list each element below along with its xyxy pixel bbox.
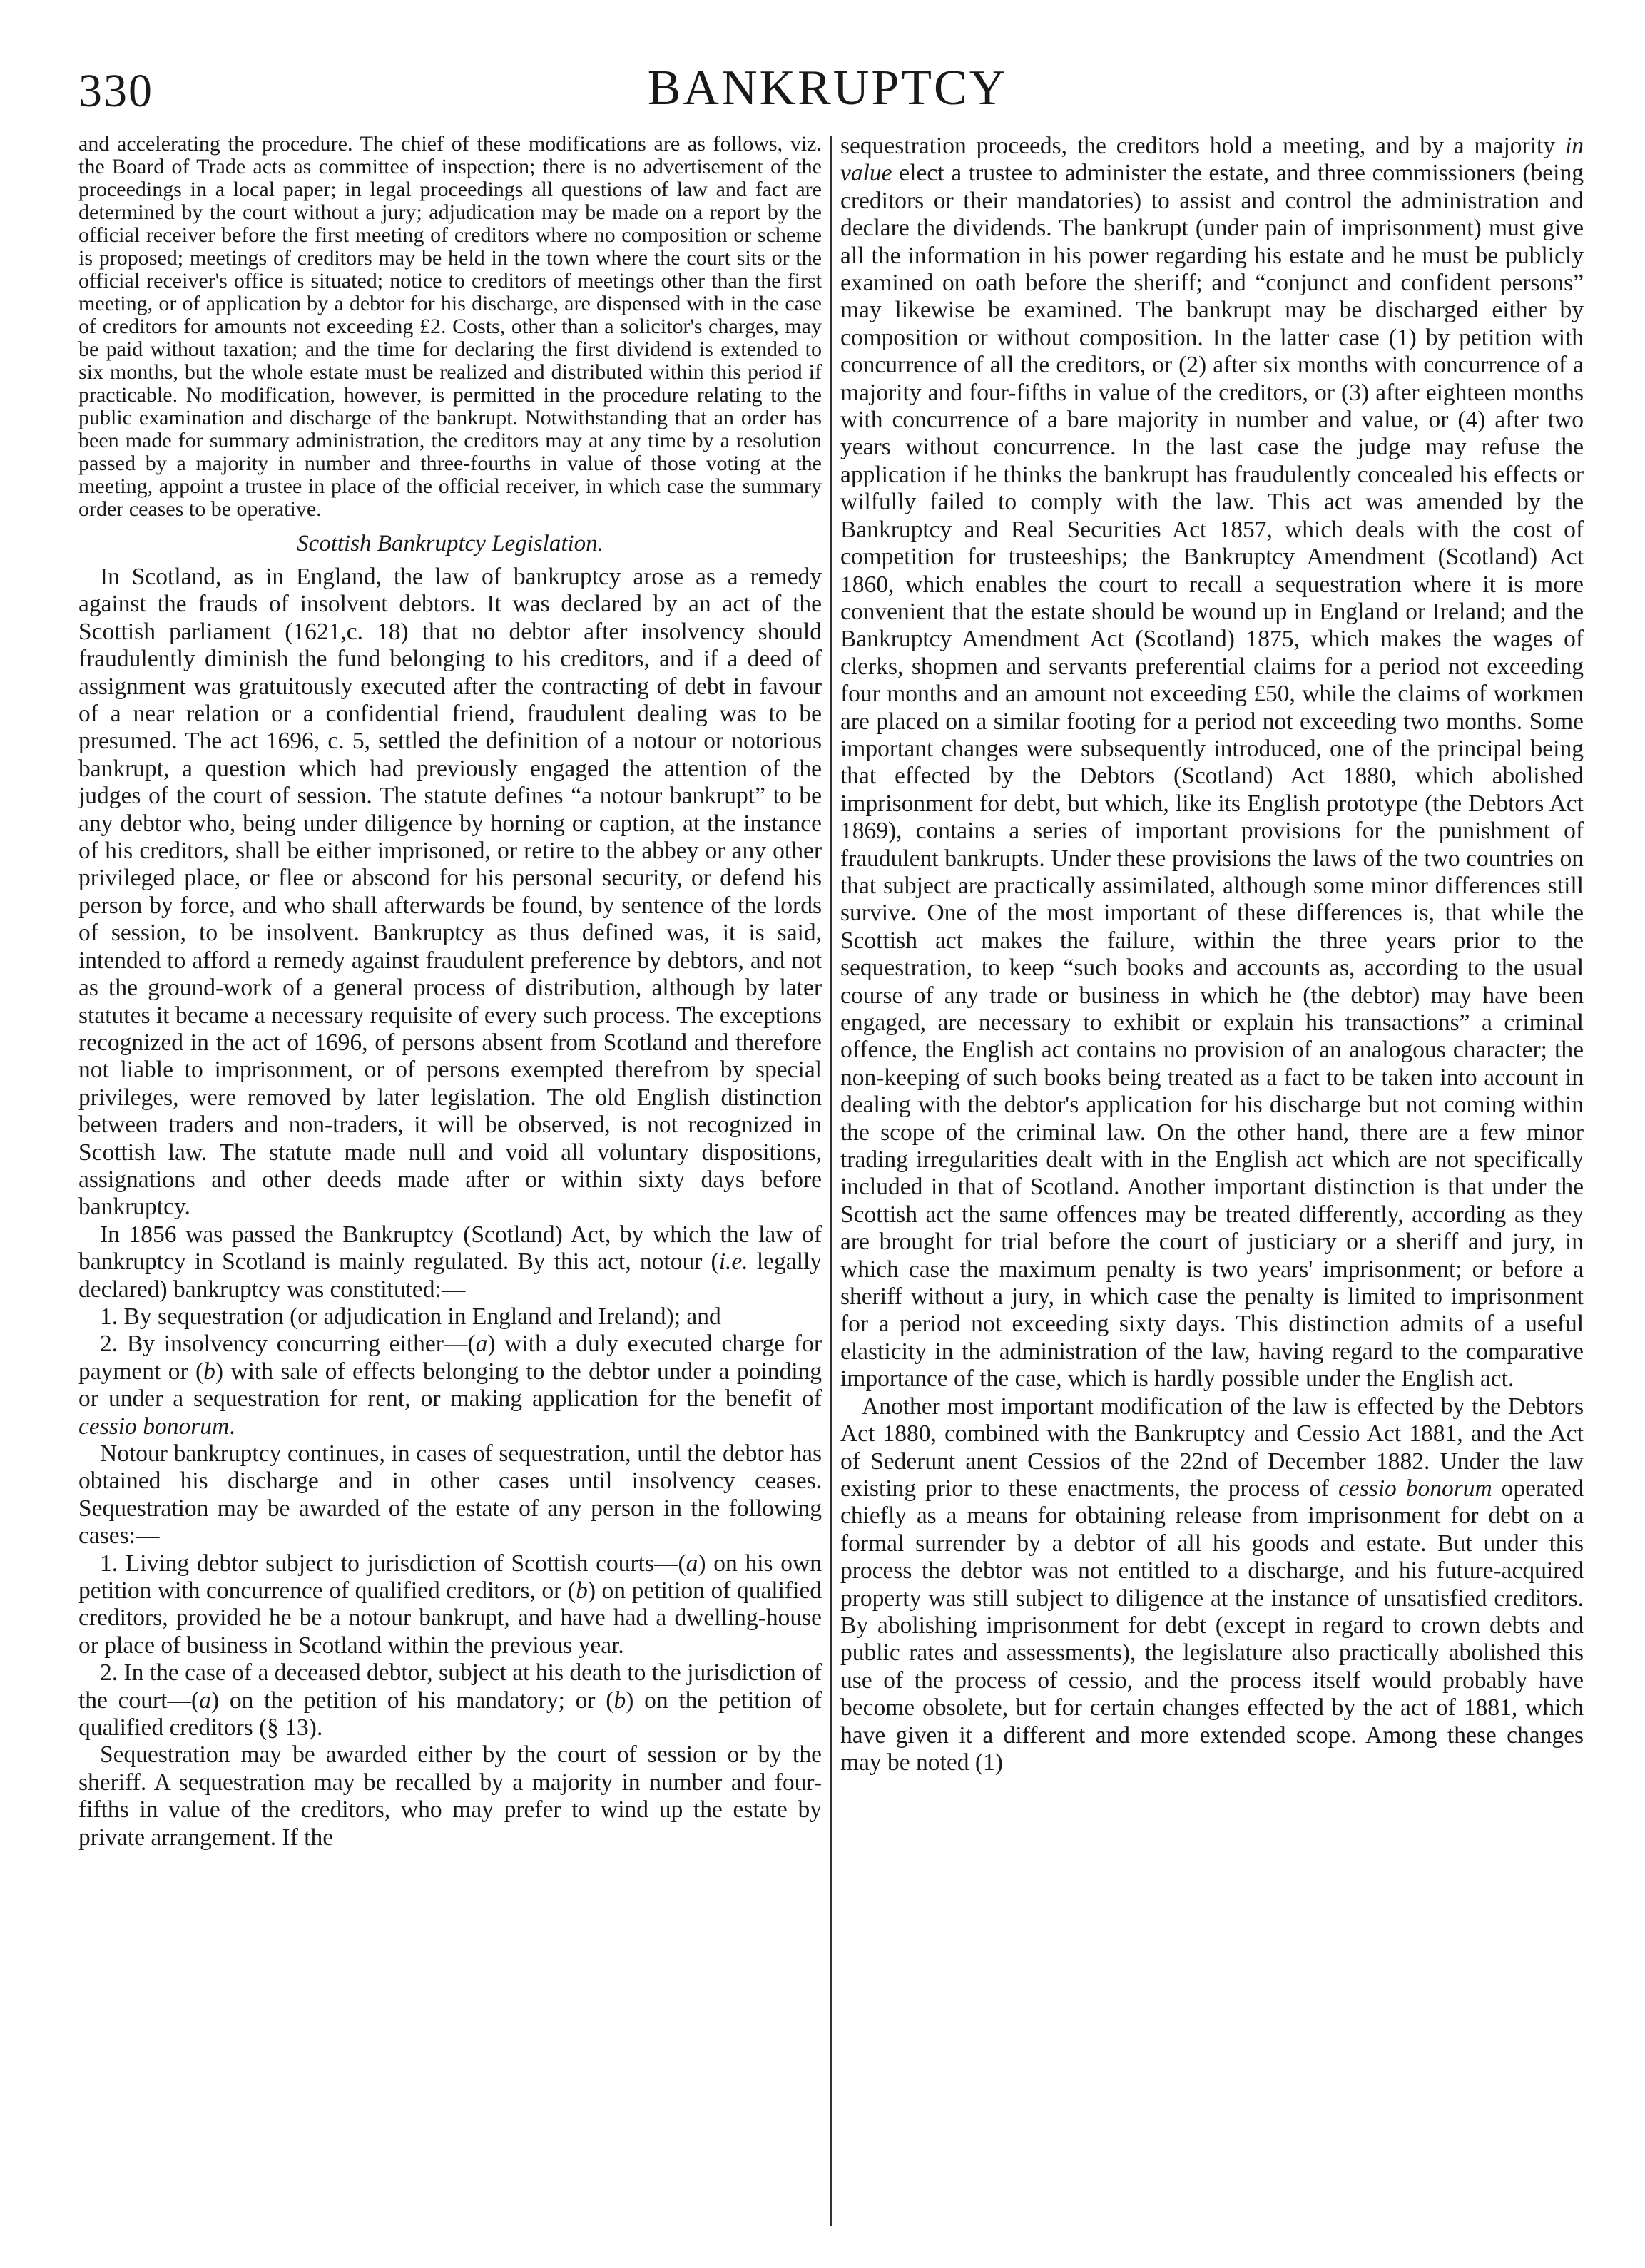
paragraph: In 1856 was passed the Bankruptcy (Scotland) Act, by which the law of bankruptcy in Scotland is mainly regulated. By this act, notour (i.e. legally declared) bankruptcy was constituted:— <box>78 1221 822 1303</box>
page-number: 330 <box>78 65 153 117</box>
small-print-text: and accelerating the procedure. The chief of these modifications are as follows, viz. the Board of Trade acts as committee of inspection; there is no advertisement of the proceedings in a local paper; in legal proceedings all questions of law and fact are determined by the court without a jury; adjudication may be made on a report by the official receiver before the first meeting of creditors where no composition or scheme is proposed; meetings of creditors may be held in the town where the court sits or the official receiver's office is situated; notice to creditors of meetings other than the first meeting, or of application by a debtor for his discharge, are dispensed with in the case of creditors for amounts not exceeding £2. Costs, other than a solicitor's charges, may be paid without taxation; and the time for declaring the first dividend is extended to six months, but the whole estate must be realized and distributed within this period if practicable. No modification, however, is permitted in the procedure relating to the public examination and discharge of the bankrupt. Notwithstanding that an order has been made for summary administration, the creditors may at any time by a resolution passed by a majority in number and three-fourths in value of those voting at the meeting, appoint a trustee in place of the official receiver, in which case the summary order ceases to be operative. <box>78 132 822 521</box>
paragraph: In Scotland, as in England, the law of bankruptcy arose as a remedy against the frauds of insolvent debtors. It was declared by an act of the Scottish parliament (1621,c. 18) that no debtor after insolvency should fraudulently diminish the fund belonging to his creditors, and if a deed of assignment was gratuitously executed after the contracting of debt in favour of a near relation or a confidential friend, fraudulent dealing was to be presumed. The act 1696, c. 5, settled the definition of a notour or notorious bankrupt, a question which had previously engaged the attention of the judges of the court of session. The statute defines “a notour bankrupt” to be any debtor who, being under diligence by horning or caption, at the instance of his creditors, shall be either imprisoned, or retire to the abbey or any other privileged place, or flee or abscond for his personal security, or defend his person by force, and who shall afterwards be found, by sentence of the lords of session, to be insolvent. Bankruptcy as thus defined was, it is said, intended to afford a remedy against fraudulent preference by debtors, and not as the ground-work of a general process of distribution, although by later statutes it became a necessary requisite of every such process. The exceptions recognized in the act of 1696, of persons absent from Scotland and therefore not liable to imprisonment, or of persons exempted therefrom by special privileges, were removed by later legislation. The old English distinction between traders and non-traders, it will be observed, is not recognized in Scottish law. The statute made null and void all voluntary dispositions, assignations and other deeds made after or within sixty days before bankruptcy. <box>78 564 822 1221</box>
right-body-text <box>840 133 1584 1776</box>
paragraph: Sequestration may be awarded either by the court of session or by the sheriff. A sequestration may be recalled by a majority in number and four-fifths in value of the creditors, who may prefer to wind up the estate by private arrangement. If the <box>78 1741 822 1851</box>
section-subheading: Scottish Bankruptcy Legislation. <box>297 531 603 556</box>
summary-administration-paragraph <box>78 133 822 521</box>
right-column <box>840 133 1584 1776</box>
paragraph: Another most important modification of the law is effected by the Debtors Act 1880, combined with the Bankruptcy and Cessio Act 1881, and the Act of Sederunt anent Cessios of the 22nd of December 1882. Under the law existing prior to these enactments, the process of cessio bonorum operated chiefly as a means for obtaining release from imprisonment for debt on a formal surrender by a debtor of all his goods and estate. But under this process the debtor was not entitled to a discharge, and his future-acquired property was still subject to diligence at the instance of unsatisfied creditors. By abolishing imprisonment for debt (except in regard to crown debts and public rates and assessments), the legislature also practically abolished this use of the process of cessio, and the process itself would probably have become obsolete, but for certain changes effected by the act of 1881, which have given it a different and more extended scope. Among these changes may be noted (1) <box>840 1393 1584 1776</box>
list-item: 2. By insolvency concurring either—(a) with a duly executed charge for payment or (b) with sale of effects belonging to the debtor under a poinding or under a sequestration for rent, or making application for the benefit of cessio bonorum. <box>78 1331 822 1440</box>
list-item: 1. By sequestration (or adjudication in England and Ireland); and <box>100 1303 721 1330</box>
list-item: 1. Living debtor subject to jurisdiction of Scottish courts—(a) on his own petition with concurrence of qualified creditors, or (b) on petition of qualified creditors, provided he be a notour bankrupt, and have had a dwelling-house or place of business in Scotland within the previous year. <box>78 1550 822 1659</box>
left-column <box>78 133 822 1851</box>
column-divider <box>830 136 832 2226</box>
paragraph: Notour bankruptcy continues, in cases of sequestration, until the debtor has obtained his discharge and in other cases until insolvency ceases. Sequestration may be awarded of the estate of any person in the following cases:— <box>78 1440 822 1550</box>
running-head: BANKRUPTCY <box>647 61 1008 116</box>
paragraph: sequestration proceeds, the creditors hold a meeting, and by a majority in value elect a trustee to administer the estate, and three commissioners (being creditors or their mandatories) to assist and control the administration and declare the dividends. The bankrupt (under pain of imprisonment) must give all the information in his power regarding his estate and he must be publicly examined on oath before the sheriff; and “conjunct and confident persons” may likewise be examined. The bankrupt may be discharged either by composition or without composition. In the latter case (1) by petition with concurrence of all the creditors, or (2) after six months with concurrence of a majority and four-fifths in value of the creditors, or (3) after eighteen months with concurrence of a bare majority in number and value, or (4) after two years without concurrence. In the last case the judge may refuse the application if he thinks the bankrupt has fraudulently concealed his effects or wilfully failed to comply with the law. This act was amended by the Bankruptcy and Real Securities Act 1857, which deals with the cost of competition for trusteeships; the Bankruptcy Amendment (Scotland) Act 1860, which enables the court to recall a sequestration where it is more convenient that the estate should be wound up in England or Ireland; and the Bankruptcy Amendment Act (Scotland) 1875, which makes the wages of clerks, shopmen and servants preferential claims for a period not exceeding four months and an amount not exceeding £50, while the claims of workmen are placed on a similar footing for a period not exceeding two months. Some important changes were subsequently introduced, one of the principal being that effected by the Debtors (Scotland) Act 1880, which abolished imprisonment for debt, but which, like its English prototype (the Debtors Act 1869), contains a series of important provisions for the punishment of fraudulent bankrupts. Under these provisions the laws of the two countries on that subject are practically assimilated, although some minor differences still survive. One of the most important of these differences is, that while the Scottish act makes the failure, within the three years prior to the sequestration, to keep “such books and accounts as, according to the usual course of any trade or business in which he (the debtor) may have been engaged, are necessary to exhibit or explain his transactions” a criminal offence, the English act contains no provision of an analogous character; the non-keeping of such books being treated as a fact to be taken into account in dealing with the debtor's application for his discharge but not coming within the scope of the criminal law. On the other hand, there are a few minor trading irregularities dealt with in the English act which are not specifically included in that of Scotland. Another important distinction is that under the Scottish act the same offences may be treated differently, according as they are brought for trial before the court of justiciary or a sheriff and jury, in which case the maximum penalty is two years' imprisonment; or before a sheriff without a jury, in which case the penalty is limited to imprisonment for a period not exceeding sixty days. This distinction admits of a useful elasticity in the administration of the law, having regard to the comparative importance of the case, which is hardly possible under the English act. <box>840 133 1584 1393</box>
list-item: 2. In the case of a deceased debtor, subject at his death to the jurisdiction of the court—(a) on the petition of his mandatory; or (b) on the petition of qualified creditors (§ 13). <box>78 1659 822 1741</box>
page-header <box>78 56 1577 127</box>
left-body-text <box>78 564 822 1851</box>
